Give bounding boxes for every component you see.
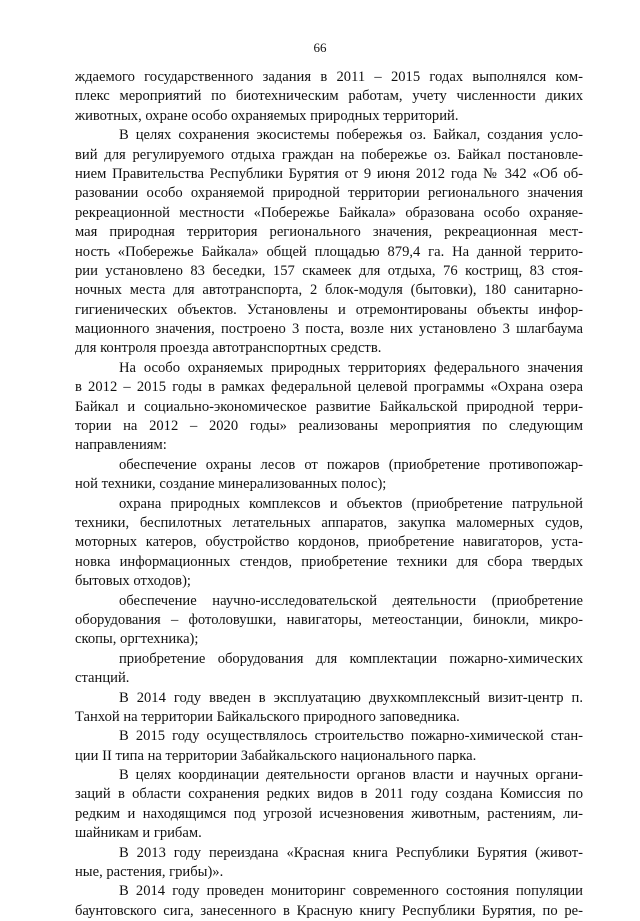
text-line: направлениям:	[75, 437, 167, 454]
text-line: животных, охране особо охраняемых природных территорий.	[75, 107, 459, 124]
text-line: ность «Побережье Байкала» общей площадью 879,4 га. На данной террито-	[75, 243, 583, 260]
text-line: рекреационной местности «Побережье Байкала» образована особо охраняе-	[75, 204, 583, 221]
text-line: В целях сохранения экосистемы побережья оз. Байкал, создания усло-	[119, 127, 583, 144]
text-line: В целях координации деятельности органов власти и научных органи-	[119, 767, 583, 784]
text-line: ждаемого государственного задания в 2011 – 2015 годах выполнялся ком-	[75, 69, 583, 85]
text-line: оборудования – фотоловушки, навигаторы, метеостанции, бинокли, микро-	[75, 611, 583, 628]
text-line: Танхой на территории Байкальского природного заповедника.	[75, 708, 460, 725]
text-line: В 2015 году осуществлялось строительство пожарно-химической стан-	[119, 728, 583, 745]
text-line: вий для регулируемого отдыха граждан на побережье оз. Байкал постановле-	[75, 146, 583, 163]
text-line: заций в области сохранения редких видов в 2011 году создана Комиссия по	[75, 786, 583, 803]
text-line: обеспечение охраны лесов от пожаров (приобретение противопожар-	[119, 456, 583, 473]
text-line: новка информационных стендов, приобретение техники для сбора твердых	[75, 553, 583, 570]
text-line: охрана природных комплексов и объектов (приобретение патрульной	[119, 495, 583, 512]
text-line: ные, растения, грибы)».	[75, 864, 224, 881]
text-line: тории на 2012 – 2020 годы» реализованы мероприятия по следующим	[75, 418, 583, 435]
text-line: ции II типа на территории Забайкальского национального парка.	[75, 747, 477, 764]
text-line: мая природная территория регионального значения, рекреационная мест-	[75, 224, 583, 241]
text-line: для контроля проезда автотранспортных средств.	[75, 340, 382, 357]
text-line: баунтовского сига, занесенного в Красную книгу Республики Бурятия, по ре-	[75, 902, 583, 919]
text-line: бытовых отходов);	[75, 573, 191, 590]
text-line: обеспечение научно-исследовательской деятельности (приобретение	[119, 592, 583, 609]
text-line: приобретение оборудования для комплектации пожарно-химических	[119, 650, 583, 667]
text-line: Байкал и социально-экономическое развитие Байкальской природной терри-	[75, 398, 583, 415]
text-line: нием Правительства Республики Бурятия от 9 июня 2012 года № 342 «Об об-	[75, 165, 583, 182]
text-line: станций.	[75, 670, 130, 687]
text-line: ночных места для автотранспорта, 2 блок-модуля (бытовки), 180 санитарно-	[75, 282, 583, 299]
text-line: скопы, оргтехника);	[75, 631, 199, 648]
page-number: 66	[313, 40, 327, 55]
text-line: В 2013 году переиздана «Красная книга Республики Бурятия (живот-	[119, 844, 583, 861]
text-line: В 2014 году проведен мониторинг современного состояния популяции	[119, 883, 583, 900]
body-text	[75, 68, 583, 921]
text-line: техники, беспилотных летательных аппаратов, закупка маломерных судов,	[75, 514, 583, 531]
text-line: разовании особо охраняемой природной территории регионального значения	[75, 185, 583, 202]
text-line: мационного значения, построено 3 поста, возле них установлено 3 шлагбаума	[75, 321, 583, 338]
text-line: рии установлено 83 беседки, 157 скамеек для отдыха, 76 кострищ, 83 стоя-	[75, 262, 583, 279]
text-line: плекс мероприятий по биотехническим работам, учету численности диких	[75, 88, 583, 105]
text-line: шайникам и грибам.	[75, 825, 202, 842]
text-line: На особо охраняемых природных территориях федерального значения	[119, 359, 583, 376]
text-line: ной техники, создание минерализованных полос);	[75, 476, 387, 493]
text-line: редким и находящимся под угрозой исчезновения животным, растениям, ли-	[75, 805, 583, 822]
text-line: В 2014 году введен в эксплуатацию двухкомплексный визит-центр п.	[119, 689, 583, 706]
text-line: моторных катеров, обустройство кордонов, приобретение навигаторов, уста-	[75, 534, 583, 551]
text-line: гигиенических объектов. Установлены и отремонтированы объекты инфор-	[75, 301, 583, 318]
text-line: в 2012 – 2015 годы в рамках федеральной целевой программы «Охрана озера	[75, 379, 583, 396]
